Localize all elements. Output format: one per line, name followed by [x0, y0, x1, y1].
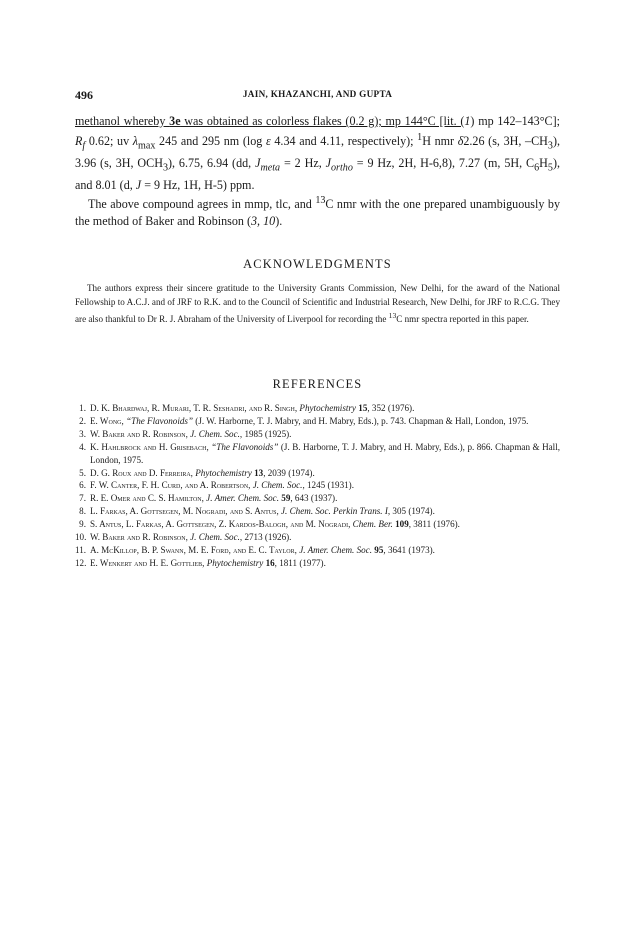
reference-authors: E. Wong, [90, 415, 124, 426]
reference-journal: Phytochemistry [195, 467, 252, 478]
reference-item [75, 492, 560, 505]
reference-number: 6. [79, 480, 86, 491]
subscript: 3 [547, 140, 553, 152]
reference-journal: J. Amer. Chem. Soc. [299, 544, 373, 555]
text-run: The above compound agrees in mmp, tlc, and [88, 197, 316, 212]
reference-authors: K. Hahlbrock and H. Grisebach, [90, 441, 209, 452]
text-run: ), and 8.01 (d, [75, 155, 560, 192]
reference-item [75, 402, 560, 415]
underlined-text [75, 114, 464, 128]
reference-details: , 3811 (1976). [408, 519, 460, 530]
reference-number: 3. [79, 428, 86, 439]
reference-journal: J. Chem. Soc. Perkin Trans. I [281, 506, 388, 517]
reference-number: 7. [79, 493, 86, 504]
lambda-subscript: max [138, 140, 156, 152]
experimental-paragraph [75, 113, 560, 193]
reference-details: , 3641 (1973). [383, 544, 435, 555]
reference-authors: W. Baker and R. Robinson, [90, 532, 188, 543]
coupling-symbol: J [135, 177, 142, 192]
reference-details: , 2713 (1926). [239, 532, 292, 543]
reference-number: 1. [79, 403, 86, 413]
reference-volume: 15 [358, 403, 368, 413]
acknowledgments-heading: ACKNOWLEDGMENTS [243, 257, 392, 271]
reference-details: , 305 (1974). [387, 506, 435, 517]
reference-authors: R. E. Omer and C. S. Hamilton, [90, 493, 204, 504]
reference-volume: 109 [395, 519, 409, 530]
text-run: 0.62; uv [85, 133, 133, 148]
reference-journal: Phytochemistry [299, 403, 356, 413]
text-run: was obtained as colorless flakes (0.2 g); mp 144°C [lit. ( [180, 114, 465, 128]
reference-number: 4. [79, 441, 86, 452]
reference-authors: L. Farkas, A. Gottsegen, M. Nogradi, and S. Antus, [90, 506, 279, 517]
text-run: ), 6.75, 6.94 (dd, [167, 155, 256, 170]
reference-item [75, 479, 560, 492]
text-run: 4.34 and 4.11, respectively); [270, 133, 418, 148]
reference-journal: J. Amer. Chem. Soc. [206, 493, 279, 504]
reference-authors: E. Wenkert and H. E. Gottlieb, [90, 557, 205, 568]
reference-item [75, 428, 560, 441]
running-title: JAIN, KHAZANCHI, AND GUPTA [242, 89, 393, 99]
reference-details: , 2039 (1974). [263, 467, 315, 478]
reference-authors: S. Antus, L. Farkas, A. Gottsegen, Z. Kardos-Balogh, and M. Nogradi, [90, 519, 351, 530]
reference-number: 12. [75, 557, 87, 568]
reference-details: , 1811 (1977). [274, 557, 326, 568]
text-run: = 9 Hz, 2H, H-6,8), 7.27 (m, 5H, C [352, 155, 535, 170]
rf-symbol: R [75, 133, 83, 148]
reference-item [75, 505, 560, 518]
reference-number: 10. [75, 532, 87, 543]
reference-item [75, 441, 560, 467]
reference-item [75, 518, 560, 531]
text-run: ), 3.96 (s, 3H, OCH [75, 133, 560, 170]
reference-details: (J. W. Harborne, T. J. Mabry, and H. Mabry, Eds.), p. 743. Chapman & Hall, London, 1975. [193, 415, 529, 426]
subscript: 3 [162, 162, 168, 174]
compound-number: 3e [169, 114, 181, 128]
reference-journal: J. Chem. Soc. [190, 532, 240, 543]
reference-journal: Phytochemistry [206, 557, 264, 568]
reference-authors: A. McKillop, B. P. Swann, M. E. Ford, and E. C. Taylor, [90, 544, 297, 555]
reference-number: 8. [79, 506, 86, 517]
reference-number: 2. [79, 415, 86, 426]
text-run: ) mp 142–143°C]; [470, 114, 561, 128]
superscript: 13 [315, 195, 326, 207]
comparison-paragraph [75, 193, 560, 229]
reference-number: 11. [75, 544, 87, 555]
delta-symbol: δ [457, 133, 464, 148]
text-run: H nmr [422, 133, 458, 148]
running-head [75, 88, 560, 102]
text-run: C nmr spectra reported in this paper. [396, 314, 529, 325]
acknowledgments-text [75, 282, 560, 327]
citation-ref: 1 [464, 114, 471, 128]
reference-volume: 59 [281, 493, 291, 504]
reference-journal: Chem. Ber. [352, 519, 393, 530]
text-run: H [539, 155, 548, 170]
references-list [75, 402, 560, 570]
reference-details: , 1245 (1931). [302, 480, 354, 491]
references-heading: REFERENCES [272, 377, 363, 391]
coupling-symbol: J [255, 155, 261, 170]
reference-item [75, 531, 560, 544]
reference-journal: J. Chem. Soc. [252, 480, 303, 491]
text-run: The authors express their sincere gratitude to the University Grants Commission, New Delhi, for the award of the National Fellowship to A.C.J. and of JRF to R.K. and to the Council of Scientific and Industrial Research, New Delhi, for JRF to R.C.G. They are also thankful to Dr R. J. Abraham of the University of Liverpool for recording the [75, 283, 560, 325]
subscript: 5 [547, 162, 553, 174]
reference-volume: 95 [374, 544, 384, 555]
superscript: 13 [388, 311, 397, 321]
rf-subscript: f [82, 140, 86, 152]
epsilon-symbol: ε [265, 133, 271, 148]
lambda-symbol: λ [132, 133, 139, 148]
text-run: C nmr with the one prepared unambiguously by the method of Baker and Robinson ( [75, 197, 560, 228]
reference-book-title: “The Flavonoids” [126, 415, 194, 426]
reference-volume: 13 [254, 467, 264, 478]
reference-authors: F. W. Canter, F. H. Curd, and A. Robertson, [90, 480, 251, 491]
reference-details: (J. B. Harborne, T. J. Mabry, and H. Mabry, Eds.), p. 866. Chapman & Hall, London, 1975. [90, 441, 560, 465]
reference-number: 5. [79, 467, 86, 478]
text-run: = 9 Hz, 1H, H-5) ppm. [141, 177, 255, 192]
reference-authors: D. K. Bhardwaj, R. Murari, T. R. Seshadri, and R. Singh, [90, 403, 298, 413]
page-number: 496 [75, 88, 93, 102]
reference-item [75, 544, 560, 557]
text-run: 245 and 295 nm (log [155, 133, 266, 148]
text-run: = 2 Hz, [280, 155, 326, 170]
subscript: 6 [534, 162, 540, 174]
experimental-text [75, 113, 560, 229]
reference-item [75, 415, 560, 428]
reference-number: 9. [79, 519, 86, 530]
reference-item [75, 467, 560, 480]
reference-journal: J. Chem. Soc. [190, 428, 240, 439]
text-run: 2.26 (s, 3H, –CH [463, 133, 548, 148]
superscript: 1 [417, 131, 423, 143]
coupling-symbol: J [325, 155, 332, 170]
citation-ref: 3, 10 [251, 213, 276, 228]
reference-details: , 643 (1937). [290, 493, 338, 504]
reference-volume: 16 [265, 557, 275, 568]
reference-book-title: “The Flavonoids” [211, 441, 279, 452]
reference-authors: D. G. Roux and D. Ferreira, [90, 467, 193, 478]
reference-authors: W. Baker and R. Robinson, [90, 428, 188, 439]
reference-details: , 352 (1976). [367, 403, 415, 413]
reference-item [75, 557, 560, 570]
text-run: methanol whereby [75, 114, 170, 128]
reference-details: , 1985 (1925). [239, 428, 292, 439]
coupling-subscript: ortho [331, 162, 353, 174]
text-run: ). [275, 213, 283, 228]
coupling-subscript: meta [260, 162, 281, 174]
